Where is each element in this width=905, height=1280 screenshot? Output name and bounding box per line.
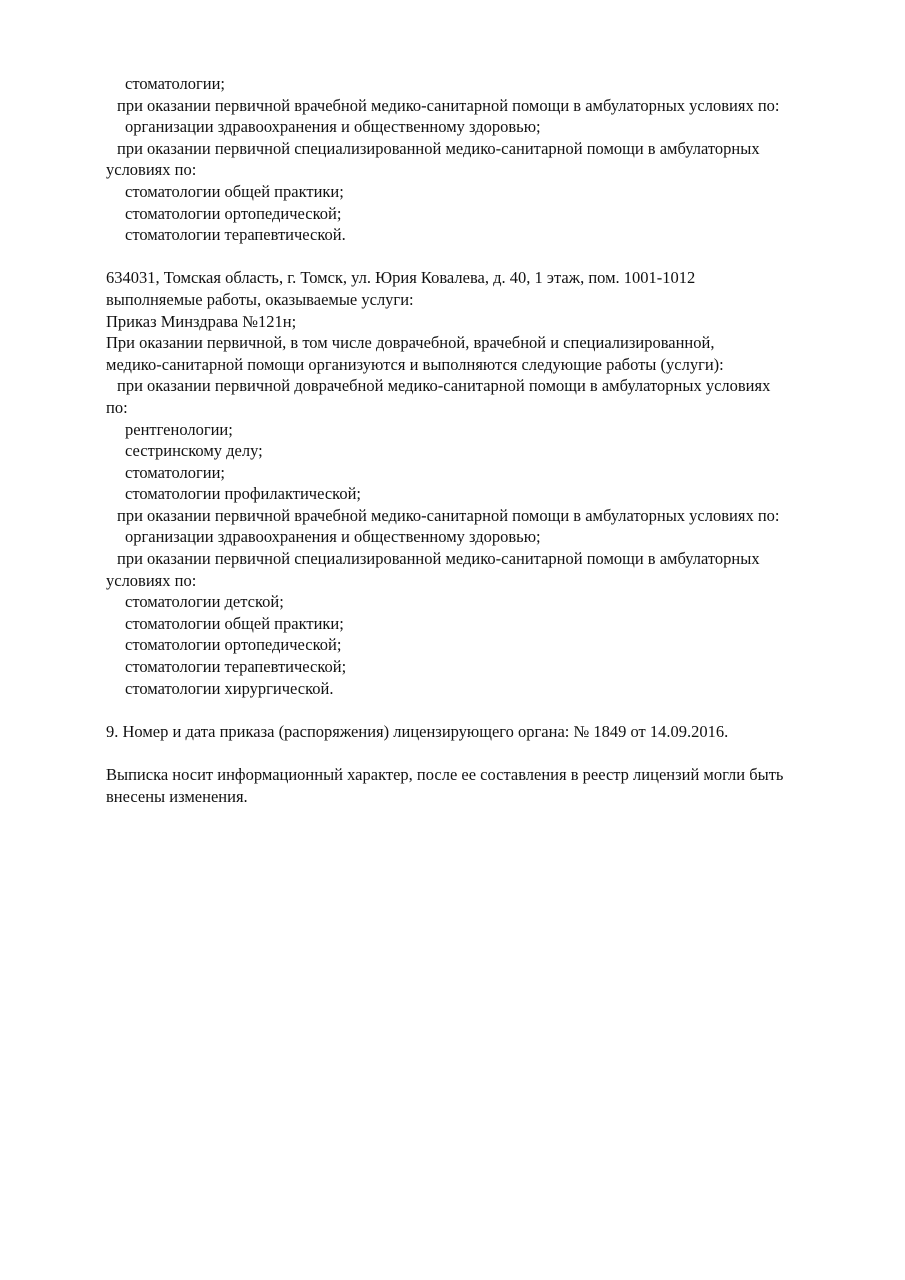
section-address — [106, 267, 866, 699]
list-item: стоматологии детской; — [125, 592, 284, 612]
intro-line: медико-санитарной помощи организуются и выполняются следующие работы (услуги): — [106, 354, 724, 374]
care-type-heading: при оказании первичной доврачебной медико-санитарной помощи в амбулаторных условиях — [117, 376, 771, 396]
list-item: стоматологии; — [125, 462, 225, 482]
intro-line: При оказании первичной, в том числе доврачебной, врачебной и специализированной, — [106, 333, 715, 353]
care-type-heading: при оказании первичной врачебной медико-санитарной помощи в амбулаторных условиях по: — [117, 505, 780, 525]
list-item: сестринскому делу; — [125, 441, 263, 461]
list-item: стоматологии ортопедической; — [125, 635, 342, 655]
paragraph-gap — [106, 699, 866, 721]
list-item: стоматологии хирургической. — [125, 678, 334, 698]
disclaimer-line: Выписка носит информационный характер, после ее составления в реестр лицензий могли быть — [106, 765, 784, 784]
list-item: стоматологии терапевтической; — [125, 657, 347, 677]
text-line: организации здравоохранения и общественному здоровью; — [125, 117, 541, 137]
text-line: при оказании первичной специализированной медико-санитарной помощи в амбулаторных — [117, 138, 760, 158]
text-line: стоматологии ортопедической; — [125, 203, 342, 223]
works-label: выполняемые работы, оказываемые услуги: — [106, 289, 414, 309]
care-type-heading-cont: по: — [106, 397, 128, 417]
order-reference: Приказ Минздрава №121н; — [106, 311, 297, 331]
text-line: при оказании первичной врачебной медико-санитарной помощи в амбулаторных условиях по: — [117, 95, 780, 115]
paragraph-gap — [106, 742, 866, 764]
section-top — [106, 73, 866, 246]
list-item: стоматологии профилактической; — [125, 484, 361, 504]
address-line: 634031, Томская область, г. Томск, ул. Юрия Ковалева, д. 40, 1 этаж, пом. 1001-1012 — [106, 268, 696, 288]
disclaimer-line: внесены изменения. — [106, 786, 248, 806]
list-item: стоматологии общей практики; — [125, 613, 344, 633]
text-line: стоматологии общей практики; — [125, 181, 344, 201]
care-type-heading-cont: условиях по: — [106, 570, 197, 590]
text-line: стоматологии; — [125, 74, 225, 93]
list-item: рентгенологии; — [125, 419, 233, 439]
disclaimer — [106, 764, 866, 807]
license-order-line: 9. Номер и дата приказа (распоряжения) лицензирующего органа: № 1849 от 14.09.2016. — [106, 721, 729, 741]
list-item: организации здравоохранения и общественному здоровью; — [125, 527, 541, 547]
text-line: стоматологии терапевтической. — [125, 225, 346, 245]
care-type-heading: при оказании первичной специализированной медико-санитарной помощи в амбулаторных — [117, 549, 760, 569]
paragraph-gap — [106, 246, 866, 268]
document-page — [106, 73, 866, 807]
text-line: условиях по: — [106, 160, 197, 180]
